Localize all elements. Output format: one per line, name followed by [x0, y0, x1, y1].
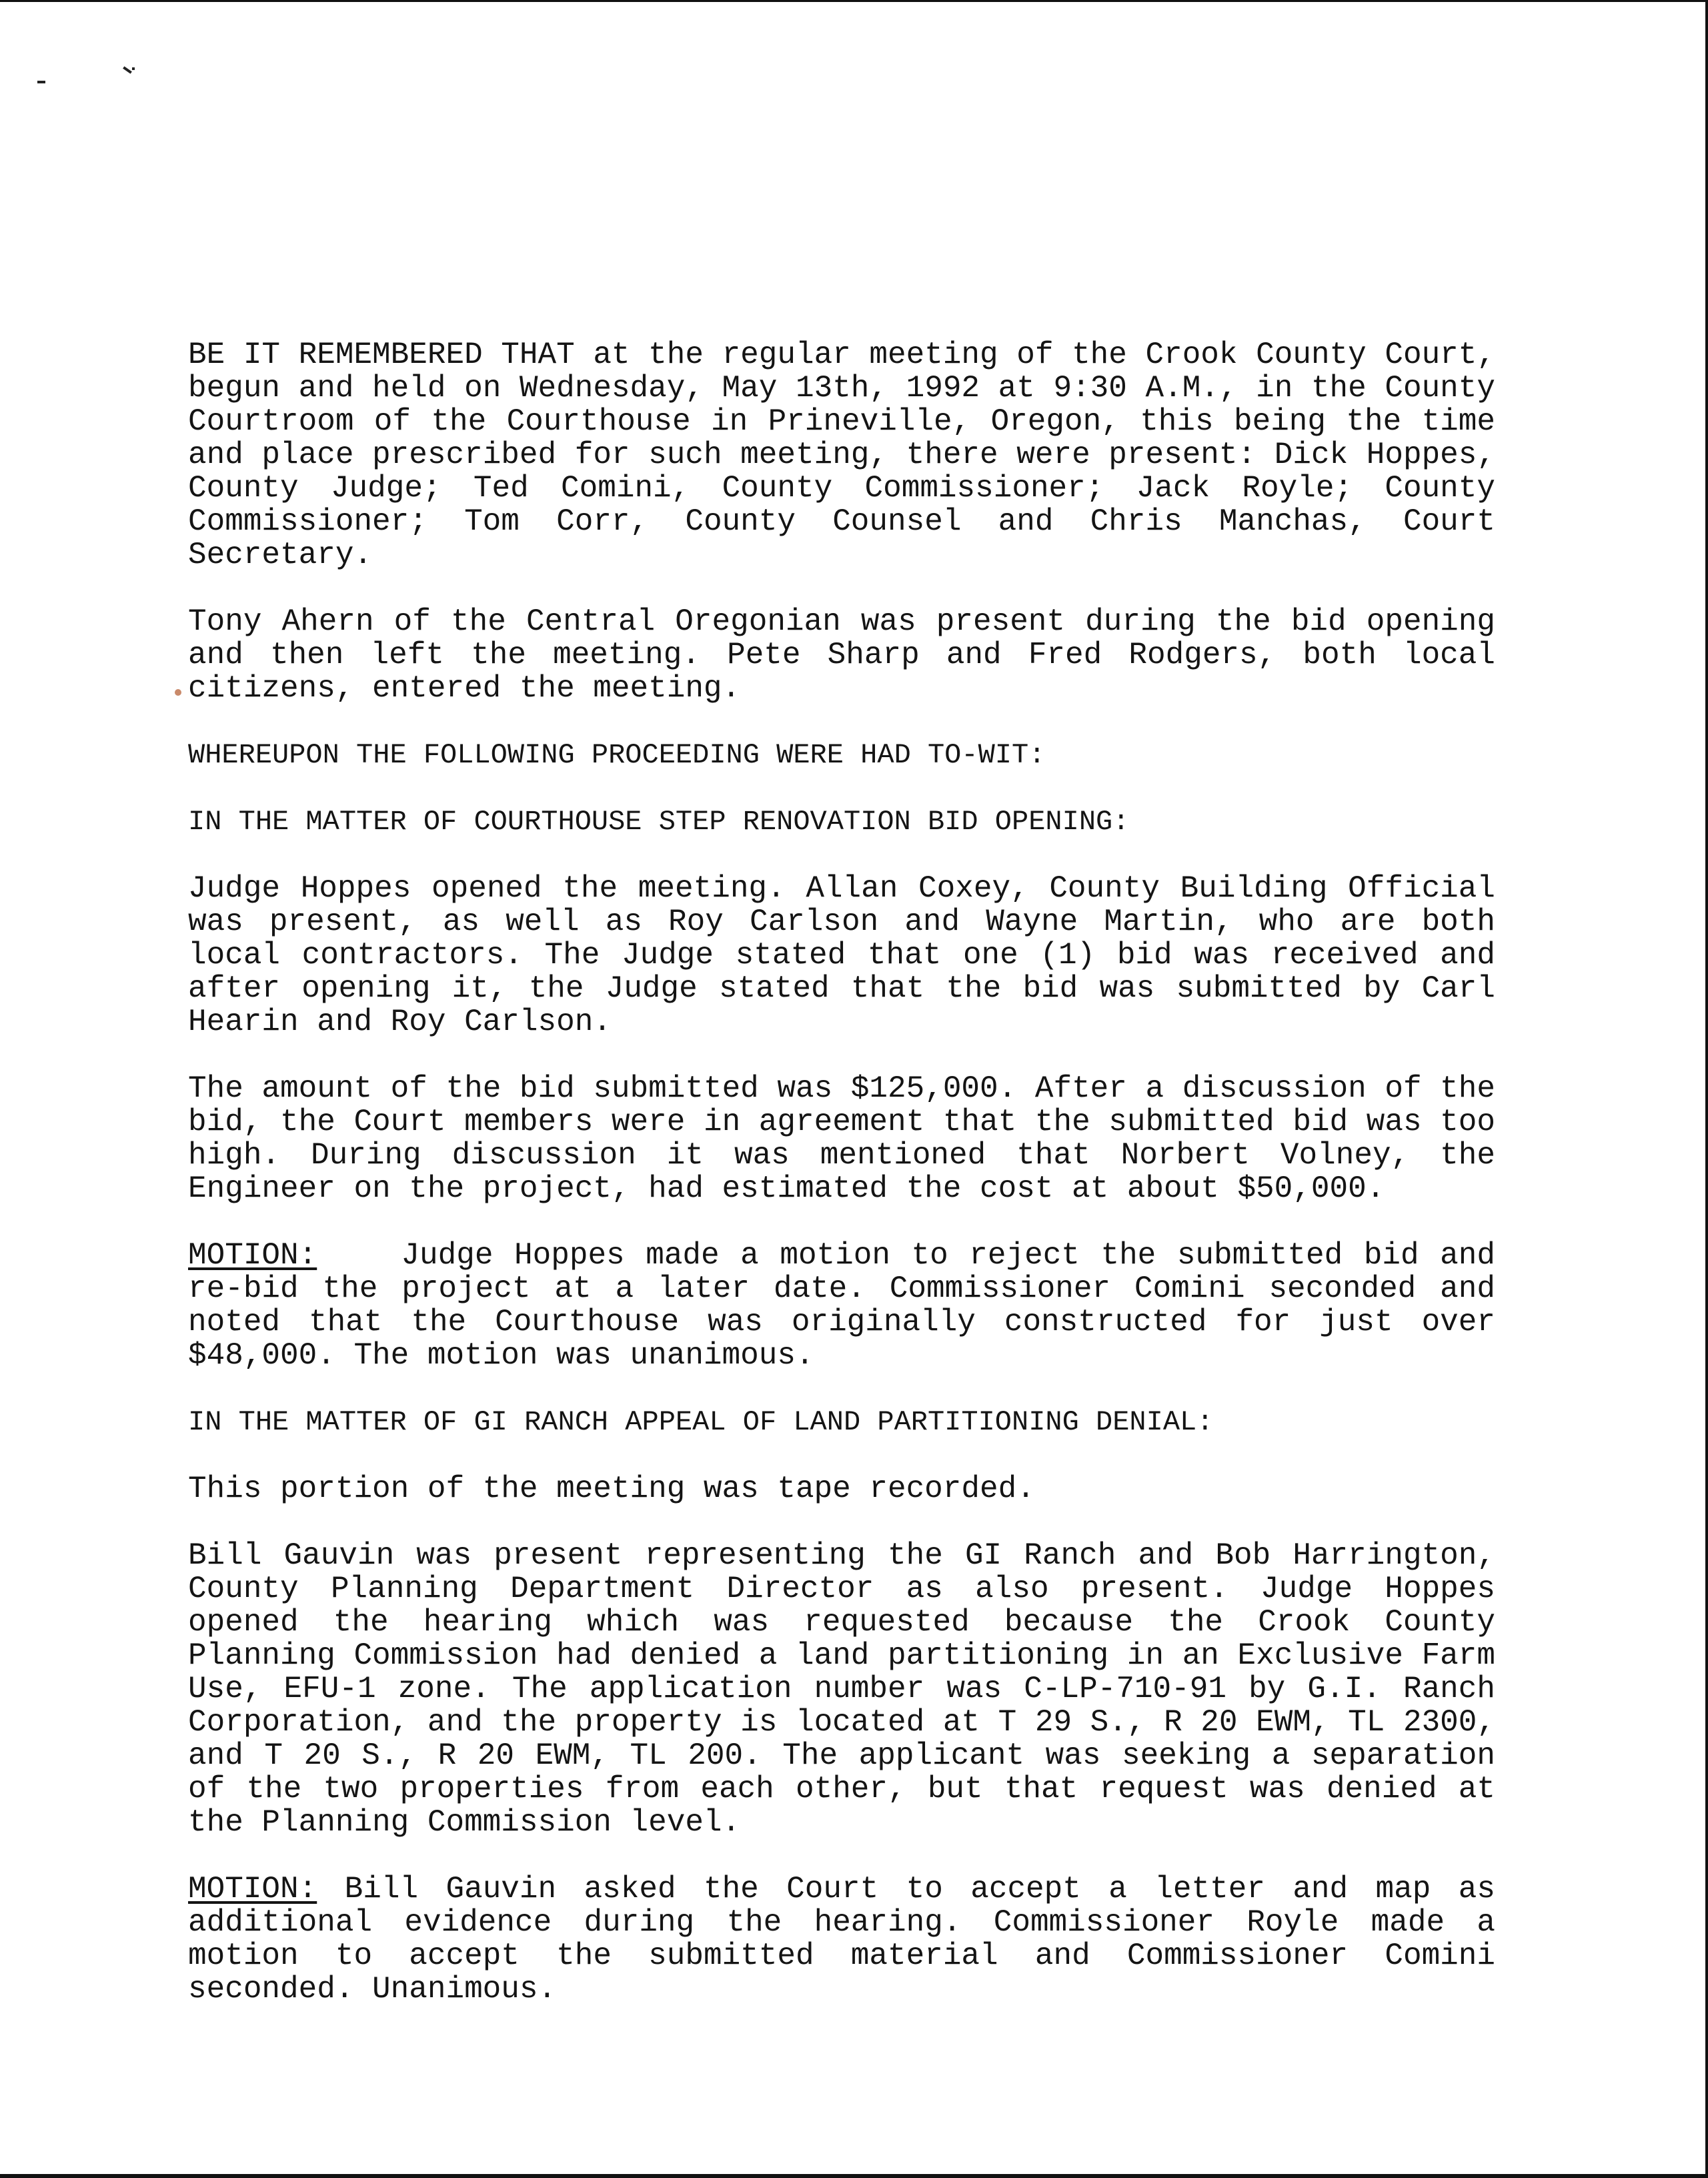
intro-paragraph: BE IT REMEMBERED THAT at the regular meeting of the Crook County Court, begun and held on Wednesday, May 13th, 1992 at 9:30 A.M., in the County Courtroom of the Courthouse in Prineville, Oregon, this being the time and place prescribed for such meeting, there were present: Dick Hoppes, County Judge; Ted Comini, County Commissioner; Jack Royle; County Commissioner; Tom Corr, County Counsel and Chris Manchas, Court Secretary. [188, 338, 1495, 572]
scan-speck [37, 81, 45, 83]
motion-label: MOTION: [188, 1872, 317, 1907]
minutes-body [188, 338, 1495, 2039]
motion-label: MOTION: [188, 1238, 317, 1273]
gi-ranch-paragraph: Bill Gauvin was present representing the GI Ranch and Bob Harrington, County Planning Department Director as also present. Judge Hoppes opened the hearing which was requested because the Crook County Planning Commission had denied a land partitioning in an Exclusive Farm Use, EFU-1 zone. The application number was C-LP-710-91 by G.I. Ranch Corporation, and the property is located at T 29 S., R 20 EWM, TL 2300, and T 20 S., R 20 EWM, TL 200. The applicant was seeking a separation of the two properties from each other, but that request was denied at the Planning Commission level. [188, 1538, 1495, 1840]
motion-reject-bid [188, 1239, 1495, 1372]
motion-text: Bill Gauvin asked the Court to accept a letter and map as additional evidence during the hearing. Commissioner Royle made a motion to accept the submitted material and Commissioner Comini seconded. Unanimous. [188, 1872, 1495, 2007]
attendance-paragraph: Tony Ahern of the Central Oregonian was present during the bid opening and then left the meeting. Pete Sharp and Fred Rodgers, both local citizens, entered the meeting. [188, 604, 1495, 706]
step-renovation-heading: IN THE MATTER OF COURTHOUSE STEP RENOVATION BID OPENING: [188, 806, 1130, 838]
gi-ranch-heading: IN THE MATTER OF GI RANCH APPEAL OF LAND PARTITIONING DENIAL: [188, 1406, 1214, 1438]
scan-stain [175, 689, 181, 696]
bid-amount-paragraph: The amount of the bid submitted was $125,000. After a discussion of the bid, the Court members were in agreement that the submitted bid was too high. During discussion it was mentioned that Norbert Volney, the Engineer on the project, had estimated the cost at about $50,000. [188, 1071, 1495, 1206]
bid-opening-paragraph: Judge Hoppes opened the meeting. Allan Coxey, County Building Official was present, as well as Roy Carlson and Wayne Martin, who are both local contractors. The Judge stated that one (1) bid was received and after opening it, the Judge stated that the bid was submitted by Carl Hearin and Roy Carlson. [188, 871, 1495, 1039]
page-bottom-edge [0, 2174, 1705, 2178]
motion-text: Judge Hoppes made a motion to reject the submitted bid and re-bid the project at a later date. Commissioner Comini seconded and noted that the Courthouse was originally constructed for just over $48,000. The motion was unanimous. [188, 1238, 1496, 1373]
whereupon-heading: WHEREUPON THE FOLLOWING PROCEEDING WERE HAD TO-WIT: [188, 739, 1046, 771]
scan-mark [123, 69, 133, 77]
tape-recorded-paragraph: This portion of the meeting was tape recorded. [188, 1472, 1035, 1506]
motion-accept-evidence [188, 1872, 1495, 2006]
